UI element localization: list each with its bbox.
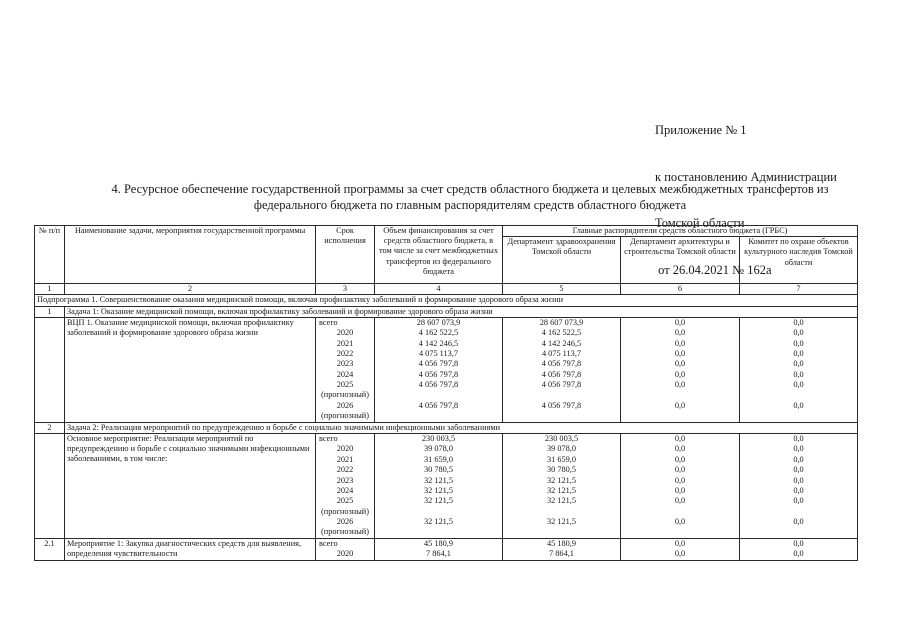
dept-health-cell: 31 659,0: [546, 454, 577, 464]
dept-architecture-cell: 0,0: [674, 328, 686, 338]
volume-cell: 4 056 797,8: [418, 400, 459, 410]
appendix-line: Приложение № 1: [655, 123, 747, 137]
dept-health-column: [503, 538, 621, 560]
volume-cell: 45 180,9: [423, 538, 454, 548]
term-cell: всего: [319, 317, 338, 327]
header-dept-health: Департамент здравоохранения Томской области: [503, 237, 621, 284]
dept-heritage-cell: 0,0: [793, 433, 804, 443]
program-item-row: [35, 433, 858, 538]
dept-heritage-cell: 0,0: [793, 400, 804, 410]
dept-architecture-cell: 0,0: [674, 444, 686, 454]
dept-architecture-cell: 0,0: [674, 400, 686, 410]
empty-cell: [35, 317, 65, 422]
dept-architecture-cell: 0,0: [674, 454, 686, 464]
empty-cell: [35, 433, 65, 538]
dept-heritage-cell: 0,0: [793, 454, 804, 464]
term-cell: 2025 (прогнозный): [321, 496, 369, 516]
dept-heritage-cell: 0,0: [793, 465, 804, 475]
term-cell: 2023: [336, 359, 354, 369]
term-cell: 2022: [336, 348, 354, 358]
dept-heritage-cell: 0,0: [793, 538, 804, 548]
dept-heritage-cell: 0,0: [793, 444, 804, 454]
term-cell: всего: [319, 433, 338, 443]
task-row: [35, 306, 858, 317]
dept-architecture-cell: 0,0: [674, 369, 686, 379]
task-number: 1: [35, 306, 65, 317]
dept-architecture-cell: 0,0: [674, 338, 686, 348]
dept-health-cell: 7 864,1: [549, 549, 574, 559]
header-name: Наименование задачи, мероприятия государственной программы: [65, 226, 316, 284]
dept-health-cell: 32 121,5: [546, 517, 577, 527]
header-dept-architecture: Департамент архитектуры и строительства Томской области: [621, 237, 740, 284]
dept-health-cell: 230 003,5: [544, 433, 579, 443]
volume-cell: 32 121,5: [423, 475, 454, 485]
dept-health-cell: 30 780,5: [546, 465, 577, 475]
col-number: 1: [35, 284, 65, 295]
term-column: [316, 433, 375, 538]
volume-cell: 32 121,5: [423, 485, 454, 495]
dept-architecture-cell: 0,0: [674, 348, 686, 358]
dept-heritage-cell: 0,0: [793, 359, 804, 369]
term-cell: 2021: [336, 338, 354, 348]
header-grbs: Главные распорядители средств областного бюджета (ГРБС): [503, 226, 858, 237]
dept-heritage-cell: 0,0: [793, 517, 804, 527]
dept-architecture-cell: 0,0: [674, 517, 686, 527]
col-number: 7: [740, 284, 858, 295]
dept-health-cell: 4 162 522,5: [541, 328, 582, 338]
dept-architecture-cell: 0,0: [674, 549, 686, 559]
term-cell: 2025 (прогнозный): [321, 380, 369, 400]
dept-heritage-cell: 0,0: [793, 317, 804, 327]
appendix-line: к постановлению Администрации: [655, 169, 837, 184]
dept-architecture-cell: 0,0: [674, 496, 686, 506]
volume-cell: 4 056 797,8: [418, 369, 459, 379]
dept-heritage-cell: 0,0: [793, 328, 804, 338]
dept-architecture-cell: 0,0: [674, 359, 686, 369]
dept-heritage-cell: 0,0: [793, 485, 804, 495]
col-number: 4: [375, 284, 503, 295]
dept-health-cell: 32 121,5: [546, 485, 577, 495]
dept-architecture-cell: 0,0: [674, 465, 686, 475]
col-number: 3: [316, 284, 375, 295]
dept-health-cell: 4 075 113,7: [541, 348, 582, 358]
task-number: 2: [35, 422, 65, 433]
dept-architecture-column: [621, 538, 740, 560]
col-number: 5: [503, 284, 621, 295]
term-cell: 2020: [336, 328, 354, 338]
dept-health-cell: 4 056 797,8: [541, 400, 582, 410]
term-cell: 2022: [336, 465, 354, 475]
column-numbers-row: [35, 284, 858, 295]
col-number: 6: [621, 284, 740, 295]
volume-cell: 4 162 522,5: [418, 328, 459, 338]
volume-cell: 4 056 797,8: [418, 359, 459, 369]
dept-architecture-cell: 0,0: [674, 475, 686, 485]
dept-heritage-cell: 0,0: [793, 475, 804, 485]
term-cell: 2024: [336, 369, 354, 379]
term-column: [316, 538, 375, 560]
appendix-line: от 26.04.2021 № 162а: [655, 262, 772, 277]
dept-health-cell: 32 121,5: [546, 496, 577, 506]
dept-heritage-cell: 0,0: [793, 348, 804, 358]
program-item-row: [35, 317, 858, 422]
dept-architecture-cell: 0,0: [674, 485, 686, 495]
volume-cell: 7 864,1: [426, 549, 451, 559]
term-cell: всего: [319, 538, 338, 548]
volume-column: [375, 317, 503, 422]
dept-health-column: [503, 433, 621, 538]
volume-cell: 4 056 797,8: [418, 380, 459, 390]
subprogram-row: [35, 295, 858, 306]
dept-health-cell: 32 121,5: [546, 475, 577, 485]
dept-health-cell: 4 142 246,5: [541, 338, 582, 348]
dept-architecture-column: [621, 433, 740, 538]
title-line-1: 4. Ресурсное обеспечение государственной программы за счет средств областного бюджета и целевых межбюджетных трансфертов из: [111, 182, 829, 196]
header-dept-heritage: Комитет по охране объектов культурного наследия Томской области: [740, 237, 858, 284]
task-title: Задача 2: Реализация мероприятий по предупреждению и борьбе с социально значимыми инфекционными заболеваниями: [65, 422, 858, 433]
dept-architecture-cell: 0,0: [674, 433, 686, 443]
event-number: 2.1: [35, 538, 65, 560]
subprogram-title: Подпрограмма 1. Совершенствование оказания медицинской помощи, включая профилактику заболеваний и формирование здорового образа жизни: [35, 295, 858, 306]
volume-cell: 28 607 073,9: [416, 317, 461, 327]
dept-architecture-column: [621, 317, 740, 422]
dept-heritage-cell: 0,0: [793, 369, 804, 379]
event-row: [35, 538, 858, 560]
dept-heritage-cell: 0,0: [793, 338, 804, 348]
header-term: Срок исполнения: [316, 226, 375, 284]
volume-column: [375, 538, 503, 560]
volume-cell: 230 003,5: [421, 433, 456, 443]
dept-health-cell: 4 056 797,8: [541, 369, 582, 379]
term-cell: 2024: [336, 485, 354, 495]
dept-health-cell: 28 607 073,9: [539, 317, 584, 327]
dept-heritage-cell: 0,0: [793, 549, 804, 559]
volume-cell: 30 780,5: [423, 465, 454, 475]
dept-heritage-cell: 0,0: [793, 380, 804, 390]
volume-cell: 39 078,0: [423, 444, 454, 454]
dept-heritage-column: [740, 317, 858, 422]
term-cell: 2026 (прогнозный): [321, 400, 369, 421]
dept-health-cell: 4 056 797,8: [541, 359, 582, 369]
volume-cell: 32 121,5: [423, 517, 454, 527]
task-row: [35, 422, 858, 433]
dept-architecture-cell: 0,0: [674, 380, 686, 390]
term-cell: 2020: [336, 444, 354, 454]
volume-cell: 32 121,5: [423, 496, 454, 506]
volume-column: [375, 433, 503, 538]
dept-architecture-cell: 0,0: [674, 538, 686, 548]
dept-health-cell: 45 180,9: [546, 538, 577, 548]
volume-cell: 4 142 246,5: [418, 338, 459, 348]
volume-cell: 31 659,0: [423, 454, 454, 464]
dept-health-cell: 39 078,0: [546, 444, 577, 454]
dept-heritage-cell: 0,0: [793, 496, 804, 506]
dept-heritage-column: [740, 433, 858, 538]
appendix-line: Томской области: [655, 216, 745, 230]
dept-heritage-column: [740, 538, 858, 560]
dept-architecture-cell: 0,0: [674, 317, 686, 327]
program-item-name: ВЦП 1. Оказание медицинской помощи, включая профилактику заболеваний и формирование здорового образа жизни: [65, 317, 316, 422]
dept-health-cell: 4 056 797,8: [541, 380, 582, 390]
col-number: 2: [65, 284, 316, 295]
task-title: Задача 1: Оказание медицинской помощи, включая профилактику заболеваний и формирование здорового образа жизни: [65, 306, 858, 317]
event-name: Мероприятие 1: Закупка диагностических средств для выявления, определения чувствительности: [65, 538, 316, 560]
resource-table: [34, 225, 858, 561]
header-row: [35, 226, 858, 237]
term-cell: 2021: [336, 454, 354, 464]
term-column: [316, 317, 375, 422]
volume-cell: 4 075 113,7: [418, 348, 459, 358]
dept-health-column: [503, 317, 621, 422]
title-line-2: федерального бюджета по главным распорядителям средств областного бюджета: [253, 198, 687, 212]
header-volume: Объем финансирования за счет средств областного бюджета, в том числе за счет межбюджетных трансфертов из федерального бюджета: [375, 226, 503, 284]
term-cell: 2026 (прогнозный): [321, 517, 369, 537]
term-cell: 2023: [336, 475, 354, 485]
program-item-name: Основное мероприятие: Реализация мероприятий по предупреждению и борьбе с социально значимыми инфекционными заболеваниями, в том числе:: [65, 433, 316, 538]
document-title: [40, 181, 900, 213]
header-num: № п/п: [35, 226, 65, 284]
term-cell: 2020: [336, 549, 354, 559]
